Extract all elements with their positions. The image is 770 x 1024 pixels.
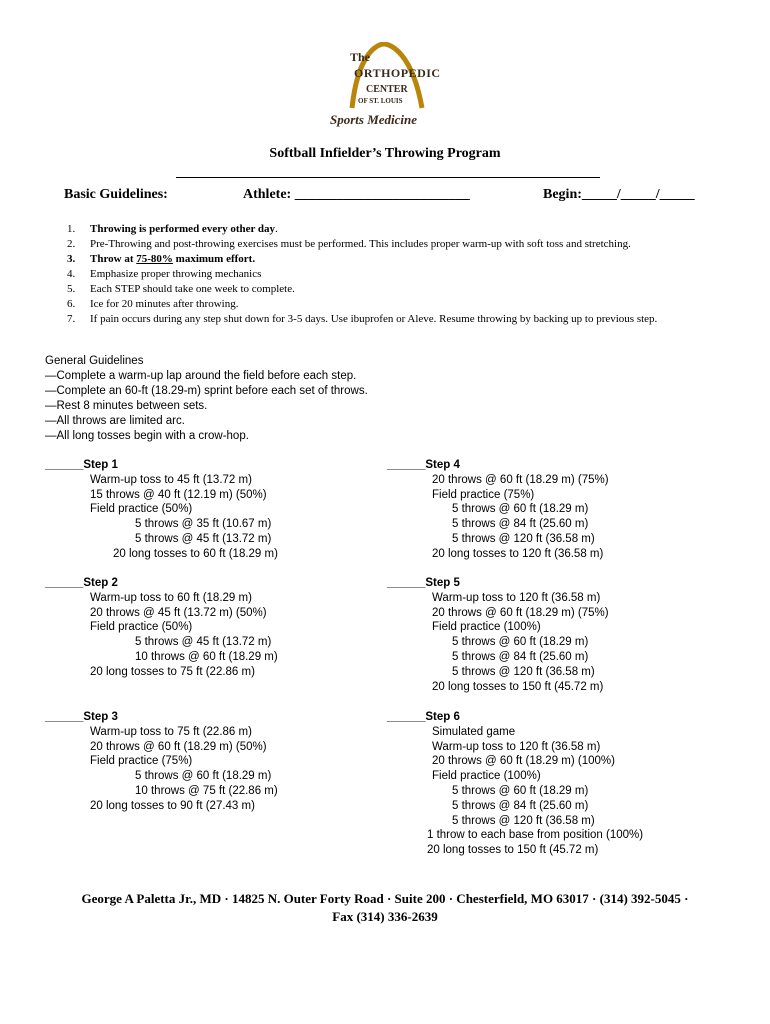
logo-center: CENTER bbox=[366, 84, 408, 95]
begin-date-field[interactable]: Begin:_____/_____/_____ bbox=[543, 187, 695, 202]
rule-text: If pain occurs during any step shut down for 3-5 days. Use ibuprofen or Aleve. Resume throwing by backing up to previous step. bbox=[90, 313, 658, 325]
step-line: 20 throws @ 60 ft (18.29 m) (75%) bbox=[432, 606, 609, 619]
rule-text: Pre-Throwing and post-throwing exercises must be performed. This includes proper warm-up with soft toss and stretching. bbox=[90, 238, 631, 250]
step-line: 20 long tosses to 60 ft (18.29 m) bbox=[113, 547, 278, 560]
step-6-block bbox=[387, 710, 643, 858]
step-line: Warm-up toss to 60 ft (18.29 m) bbox=[90, 591, 252, 604]
logo-the: The bbox=[350, 50, 371, 64]
step-line: 5 throws @ 35 ft (10.67 m) bbox=[135, 518, 272, 531]
step-4-checkbox-heading[interactable]: ______Step 4 bbox=[387, 459, 460, 471]
general-guideline-item: —All long tosses begin with a crow-hop. bbox=[45, 430, 249, 442]
step-line: 10 throws @ 60 ft (18.29 m) bbox=[135, 650, 278, 663]
step-1-checkbox-heading[interactable]: ______Step 1 bbox=[45, 459, 118, 471]
step-line: 20 long tosses to 90 ft (27.43 m) bbox=[90, 799, 255, 812]
general-guideline-item: —Rest 8 minutes between sets. bbox=[45, 400, 208, 412]
general-guideline-item: —Complete a warm-up lap around the field before each step. bbox=[45, 370, 357, 382]
rule-underlined-text: 75-80% bbox=[136, 253, 173, 265]
general-guideline-item: —Complete an 60-ft (18.29-m) sprint before each set of throws. bbox=[45, 385, 368, 397]
list-item bbox=[67, 252, 727, 267]
list-item bbox=[67, 282, 727, 297]
step-line: 20 long tosses to 75 ft (22.86 m) bbox=[90, 665, 255, 678]
step-line: Warm-up toss to 75 ft (22.86 m) bbox=[90, 725, 252, 738]
step-4-block bbox=[387, 458, 609, 562]
list-number: 6. bbox=[67, 298, 76, 310]
logo-orthopedic: ORTHOPEDIC bbox=[354, 66, 441, 80]
list-number: 3. bbox=[67, 253, 76, 265]
logo-sports-medicine: Sports Medicine bbox=[330, 112, 418, 127]
step-1-block bbox=[45, 458, 278, 562]
step-line: 5 throws @ 60 ft (18.29 m) bbox=[135, 770, 272, 783]
step-line: 1 throw to each base from position (100%) bbox=[427, 829, 644, 842]
step-line: 20 long tosses to 150 ft (45.72 m) bbox=[432, 680, 604, 693]
athlete-field[interactable]: Athlete: _________________________ bbox=[243, 187, 470, 202]
rule-bold-text: Throw at bbox=[90, 253, 137, 265]
step-line: Field practice (100%) bbox=[432, 770, 541, 783]
step-2-block bbox=[45, 576, 278, 680]
step-6-checkbox-heading[interactable]: ______Step 6 bbox=[387, 711, 460, 723]
step-line: Field practice (100%) bbox=[432, 621, 541, 634]
basic-guidelines-list bbox=[67, 222, 727, 327]
list-item bbox=[67, 267, 727, 282]
list-number: 5. bbox=[67, 283, 76, 295]
step-line: Warm-up toss to 120 ft (36.58 m) bbox=[432, 740, 601, 753]
step-line: 5 throws @ 120 ft (36.58 m) bbox=[452, 814, 595, 827]
general-guidelines bbox=[45, 354, 368, 444]
list-item bbox=[67, 237, 727, 252]
step-line: 5 throws @ 60 ft (18.29 m) bbox=[452, 636, 589, 649]
step-3-checkbox-heading[interactable]: ______Step 3 bbox=[45, 711, 118, 723]
step-line: Field practice (50%) bbox=[90, 503, 193, 516]
list-item bbox=[67, 222, 727, 237]
list-item bbox=[67, 297, 727, 312]
footer-address-line: George A Paletta Jr., MD · 14825 N. Outer Forty Road · Suite 200 · Chesterfield, MO 63017 · (314) 392-5045 · bbox=[81, 891, 689, 906]
footer-contact bbox=[0, 890, 770, 926]
step-3-block bbox=[45, 710, 278, 814]
step-line: 5 throws @ 60 ft (18.29 m) bbox=[452, 784, 589, 797]
step-line: 5 throws @ 45 ft (13.72 m) bbox=[135, 532, 272, 545]
rule-text: Emphasize proper throwing mechanics bbox=[90, 268, 262, 280]
list-number: 2. bbox=[67, 238, 76, 250]
step-line: 15 throws @ 40 ft (12.19 m) (50%) bbox=[90, 488, 267, 501]
list-number: 1. bbox=[67, 223, 76, 235]
step-line: 5 throws @ 84 ft (25.60 m) bbox=[452, 799, 589, 812]
list-number: 7. bbox=[67, 313, 76, 325]
step-line: Field practice (50%) bbox=[90, 621, 193, 634]
step-line: Warm-up toss to 120 ft (36.58 m) bbox=[432, 591, 601, 604]
orthopedic-center-logo bbox=[326, 42, 456, 130]
step-line: Warm-up toss to 45 ft (13.72 m) bbox=[90, 473, 252, 486]
rule-text: Each STEP should take one week to complete. bbox=[90, 283, 295, 295]
step-line: 20 throws @ 60 ft (18.29 m) (50%) bbox=[90, 740, 267, 753]
rule-text: . bbox=[275, 223, 278, 235]
page-title: Softball Infielder’s Throwing Program bbox=[269, 146, 501, 161]
logo-of-st-louis: OF ST. LOUIS bbox=[358, 97, 403, 105]
general-guideline-item: —All throws are limited arc. bbox=[45, 415, 185, 427]
general-guidelines-heading: General Guidelines bbox=[45, 355, 144, 367]
step-line: 5 throws @ 84 ft (25.60 m) bbox=[452, 518, 589, 531]
step-line: 20 long tosses to 150 ft (45.72 m) bbox=[427, 844, 599, 857]
basic-guidelines-heading: Basic Guidelines: bbox=[64, 187, 168, 202]
step-line: 5 throws @ 120 ft (36.58 m) bbox=[452, 532, 595, 545]
footer-fax-line: Fax (314) 336-2639 bbox=[332, 909, 438, 924]
step-line: 20 throws @ 45 ft (13.72 m) (50%) bbox=[90, 606, 267, 619]
list-item bbox=[67, 312, 727, 327]
title-underline bbox=[176, 177, 600, 178]
step-line: 5 throws @ 45 ft (13.72 m) bbox=[135, 636, 272, 649]
step-line: Simulated game bbox=[432, 725, 516, 738]
step-line: Field practice (75%) bbox=[432, 488, 535, 501]
rule-bold-text: maximum effort. bbox=[172, 253, 256, 265]
step-line: 20 long tosses to 120 ft (36.58 m) bbox=[432, 547, 604, 560]
step-line: 20 throws @ 60 ft (18.29 m) (100%) bbox=[432, 755, 615, 768]
step-line: Field practice (75%) bbox=[90, 755, 193, 768]
rule-bold-text: Throwing is performed every other day bbox=[90, 223, 276, 235]
step-line: 5 throws @ 120 ft (36.58 m) bbox=[452, 665, 595, 678]
step-line: 5 throws @ 60 ft (18.29 m) bbox=[452, 503, 589, 516]
step-2-checkbox-heading[interactable]: ______Step 2 bbox=[45, 577, 118, 589]
rule-text: Ice for 20 minutes after throwing. bbox=[90, 298, 239, 310]
list-number: 4. bbox=[67, 268, 76, 280]
step-5-checkbox-heading[interactable]: ______Step 5 bbox=[387, 577, 460, 589]
step-5-block bbox=[387, 576, 609, 694]
step-line: 5 throws @ 84 ft (25.60 m) bbox=[452, 650, 589, 663]
step-line: 20 throws @ 60 ft (18.29 m) (75%) bbox=[432, 473, 609, 486]
step-line: 10 throws @ 75 ft (22.86 m) bbox=[135, 784, 278, 797]
